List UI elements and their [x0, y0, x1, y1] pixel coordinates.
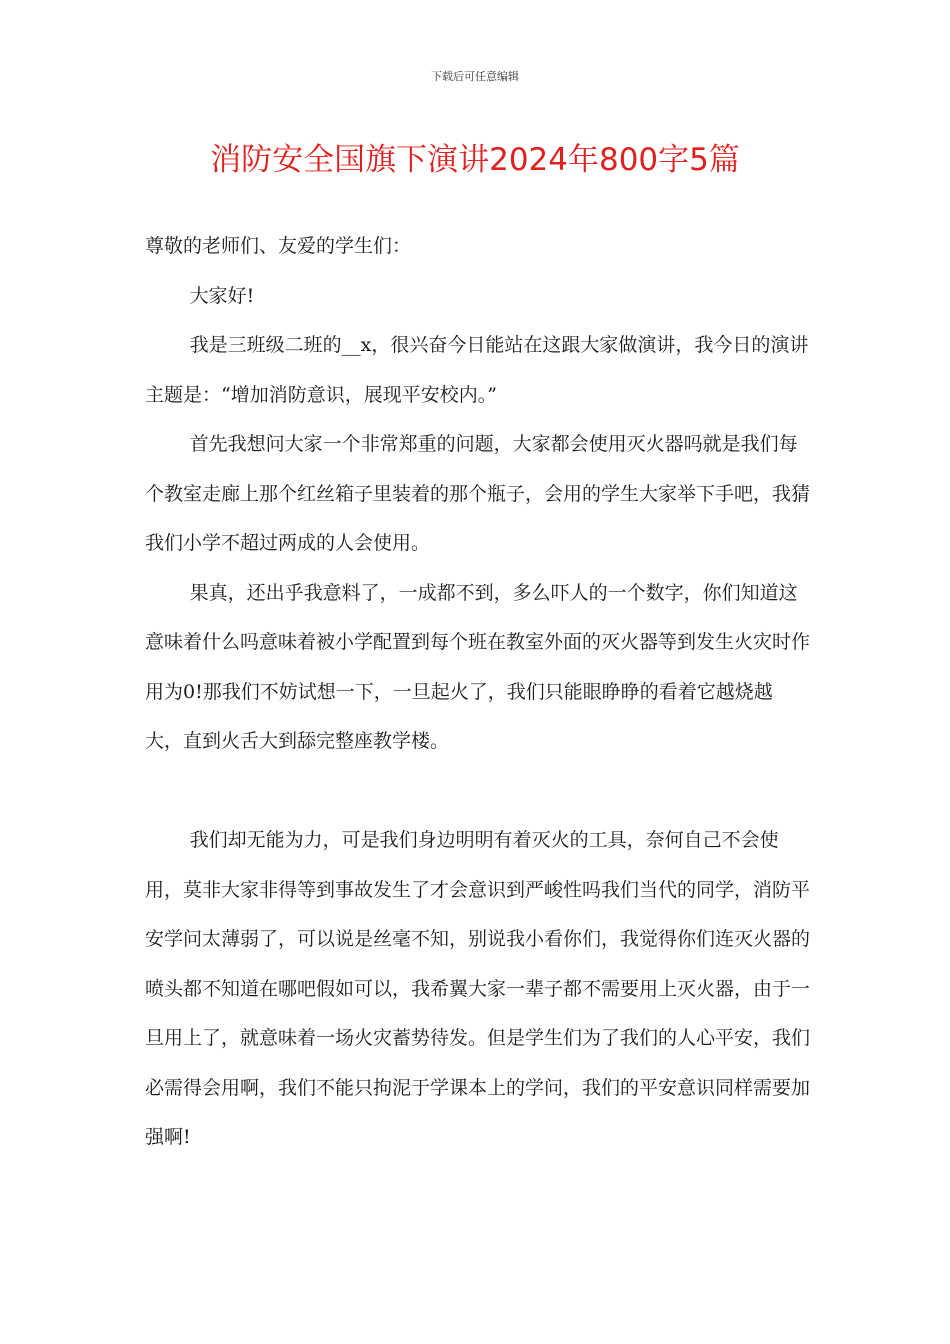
document-title: 消防安全国旗下演讲2024年800字5篇	[210, 142, 740, 178]
paragraph-3: 果真，还出乎我意料了，一成都不到，多么吓人的一个数字，你们知道这意味着什么吗意味着被小学配置到每个班在教室外面的灭火器等到发生火灾时作用为0!那我们不妨试想一下，一旦起火了，我们只能眼睁睁的看着它越烧越大，直到火舌大到舔完整座教学楼。	[145, 581, 811, 752]
header-note: 下载后可任意编辑	[431, 70, 519, 83]
paragraph-spacer	[145, 767, 810, 817]
paragraph-4: 我们却无能为力，可是我们身边明明有着灭火的工具，奈何自己不会使用，莫非大家非得等到事故发生了才会意识到严峻性吗我们当代的同学，消防平安学问太薄弱了，可以说是丝毫不知，别说我小看你们，我觉得你们连灭火器的喷头都不知道在哪吧假如可以，我希翼大家一辈子都不需要用上灭火器，由于一旦用上了，就意味着一场火灾蓄势待发。但是学生们为了我们的人心平安，我们必需得会用啊，我们不能只拘泥于学课本上的学问，我们的平安意识同样需要加强啊!	[145, 829, 811, 1148]
salutation: 尊敬的老师们、友爱的学生们：	[145, 235, 412, 257]
paragraph-2: 首先我想问大家一个非常郑重的问题，大家都会使用灭火器吗就是我们每个教室走廊上那个红丝箱子里装着的那个瓶子，会用的学生大家举下手吧，我猜我们小学不超过两成的人会使用。	[145, 433, 811, 554]
document-body	[145, 222, 810, 1163]
greeting: 大家好!	[189, 284, 255, 307]
paragraph-1: 我是三班级二班的__x，很兴奋今日能站在这跟大家做演讲，我今日的演讲主题是：“增加消防意识，展现平安校内。”	[145, 334, 809, 406]
